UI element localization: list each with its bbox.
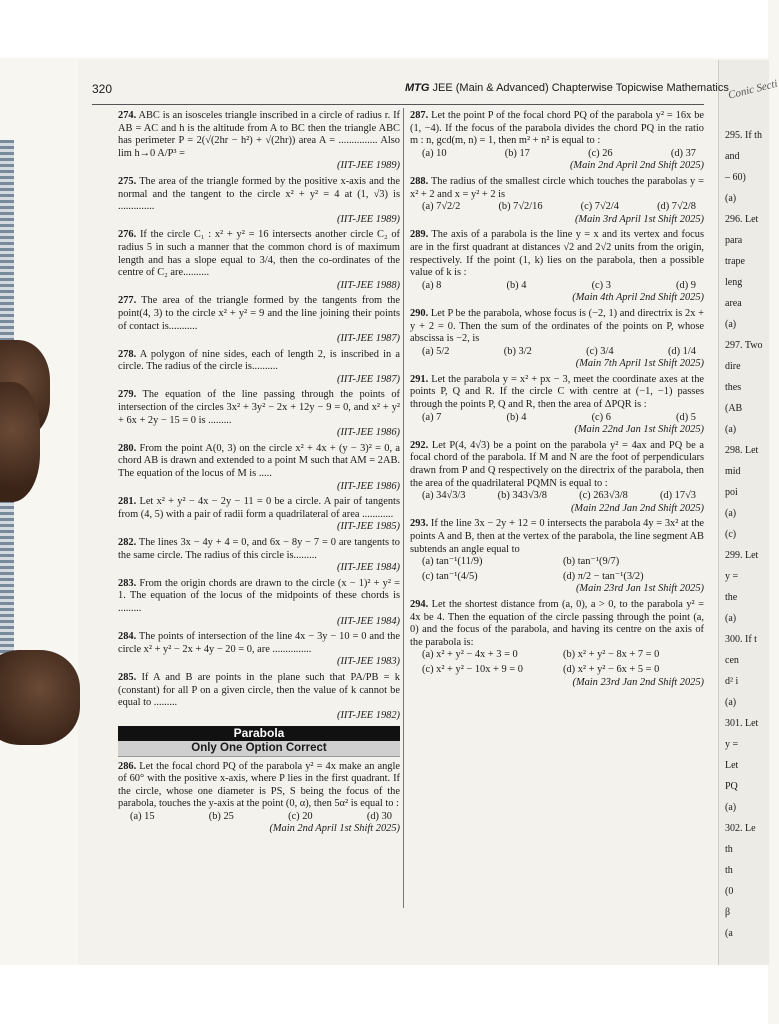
option-a: (a) 15 xyxy=(130,810,155,822)
question-item xyxy=(410,308,704,371)
question-text: Let x² + y² − 4x − 2y − 11 = 0 be a circle. A pair of tangents from (4, 5) with a pair of radii form a quadrilateral of area ............ xyxy=(118,496,400,520)
question-number: 282. xyxy=(118,537,137,548)
book-title-text: JEE (Main & Advanced) Chapterwise Topicwise Mathematics xyxy=(432,82,729,94)
question-item xyxy=(118,389,400,439)
question-item xyxy=(410,440,704,516)
question-options xyxy=(410,490,704,503)
option-b: (b) 17 xyxy=(504,147,530,159)
question-text: From the origin chords are drawn to the circle (x − 1)² + y² = 1. The equation of the locus of the midpoints of these chords is ......... xyxy=(118,577,400,614)
question-number: 290. xyxy=(410,307,429,319)
question-number: 279. xyxy=(118,389,137,401)
question-number: 284. xyxy=(118,631,137,643)
question-number: 275. xyxy=(118,175,137,187)
option-b: (b) 25 xyxy=(208,810,234,822)
question-text: ABC is an isosceles triangle inscribed in a circle of radius r. If AB = AC and h is the altitude from A to BC then the triangle ABC has perimeter P = 2(√(2hr − h²) + √(2hr)) area A = ............... Also lim h→0 A/P³ = xyxy=(118,110,400,159)
option-b: (b) 3/2 xyxy=(503,345,532,357)
question-item xyxy=(410,599,704,689)
facing-page-line: (a xyxy=(725,928,733,939)
option-c: (c) 26 xyxy=(588,147,613,159)
question-options xyxy=(410,412,704,425)
question-item xyxy=(118,110,400,173)
question-number: 286. xyxy=(118,760,137,772)
facing-page-line: y = xyxy=(725,739,739,750)
facing-page-line: 299. Let xyxy=(725,550,759,561)
question-source: (IIT-JEE 1989) xyxy=(337,213,400,225)
question-source: (IIT-JEE 1988) xyxy=(337,279,400,291)
page-number: 320 xyxy=(92,82,113,96)
option-c: (c) tan⁻¹(4/5) xyxy=(422,570,478,582)
option-d: (d) π/2 − tan⁻¹(3/2) xyxy=(563,570,644,582)
facing-page-line: y = xyxy=(725,571,739,582)
question-text: The equation of the line passing through the points of intersection of the circles 3x² + 3y² − 2x + 12y − 9 = 0, and x² + y² + 6x + 2y − 15 = 0 is ......... xyxy=(118,389,400,426)
question-286 xyxy=(118,761,400,837)
book-title xyxy=(405,82,729,94)
option-d: (d) 30 xyxy=(366,810,392,822)
option-b: (b) x² + y² − 8x + 7 = 0 xyxy=(563,649,660,661)
question-item xyxy=(118,537,400,575)
question-number: 291. xyxy=(410,373,429,385)
question-text: The points of intersection of the line 4x − 3y − 10 = 0 and the circle x² + y² − 2x + 4y − 20 = 0, are ............... xyxy=(118,631,400,655)
option-a: (a) 8 xyxy=(422,279,442,291)
question-source: (Main 22nd Jan 1st Shift 2025) xyxy=(574,424,704,436)
question-options xyxy=(410,649,704,676)
facing-page-line: area xyxy=(725,298,742,309)
question-source: (IIT-JEE 1982) xyxy=(337,709,400,721)
question-source: (IIT-JEE 1984) xyxy=(337,562,400,574)
question-text: Let the point P of the focal chord PQ of the parabola y² = 16x be (1, −4). If the focus of the parabola divides the chord PQ in the ratio m : n, gcd(m, n) = 1, then m² + n² is equal to : xyxy=(410,110,704,147)
question-number: 277. xyxy=(118,295,137,307)
photo-background-top xyxy=(0,0,768,58)
option-c: (c) 7√2/4 xyxy=(580,201,619,213)
facing-page-line: – 60) xyxy=(725,172,746,183)
option-c: (c) 263√3/8 xyxy=(579,490,628,502)
question-text: The area of the triangle formed by the positive x-axis and the normal and the tangent to the circle x² + y² = 4 at (1, √3) is .............. xyxy=(118,175,400,213)
option-d: (d) 5 xyxy=(676,411,696,423)
facing-page-line: 296. Let xyxy=(725,214,759,225)
question-text: From the point A(0, 3) on the circle x² + 4x + (y − 3)² = 0, a chord AB is drawn and extended to a point M such that AM = 2AB. The equation of the locus of M is ..... xyxy=(118,442,400,480)
question-options xyxy=(410,556,704,583)
question-item xyxy=(118,496,400,534)
option-b: (b) 7√2/16 xyxy=(498,201,543,213)
facing-page-line: d² i xyxy=(725,676,739,687)
facing-page-line: thes xyxy=(725,382,742,393)
question-options xyxy=(118,811,400,824)
option-d: (d) 37 xyxy=(670,147,696,159)
photo-background-bottom xyxy=(0,965,768,1024)
question-item xyxy=(118,176,400,226)
question-number: 294. xyxy=(410,598,429,610)
facing-page-line: (a) xyxy=(725,697,737,708)
question-text: Let the parabola y = x² + px − 3, meet the coordinate axes at the points P, Q and R. If the circle C with centre at (−1, −1) passes through the points P, Q and R, then the area of ΔPQR is : xyxy=(410,373,704,411)
option-b: (b) 4 xyxy=(506,411,527,423)
question-source: (Main 3rd April 1st Shift 2025) xyxy=(574,213,704,225)
option-d: (d) 9 xyxy=(676,279,696,291)
thumb xyxy=(0,650,80,745)
question-source: (Main 4th April 2nd Shift 2025) xyxy=(572,292,704,304)
facing-page xyxy=(718,60,779,965)
facing-page-line: 298. Let xyxy=(725,445,759,456)
option-a: (a) x² + y² − 4x + 3 = 0 xyxy=(422,649,518,661)
question-item xyxy=(410,518,704,596)
question-source: (Main 22nd Jan 2nd Shift 2025) xyxy=(570,502,704,514)
option-a: (a) tan⁻¹(11/9) xyxy=(422,556,483,568)
facing-page-line: (a) xyxy=(725,424,737,435)
facing-page-line: (a) xyxy=(725,802,737,813)
option-c: (c) x² + y² − 10x + 9 = 0 xyxy=(422,663,523,675)
question-text: If the line 3x − 2y + 12 = 0 intersects the parabola 4y = 3x² at the points A and B, then at the vertex of the parabola, the line segment AB subtends an angle equal to xyxy=(410,518,704,555)
option-d: (d) 17√3 xyxy=(659,490,696,502)
facing-page-line: 301. Let xyxy=(725,718,759,729)
question-text: The radius of the smallest circle which touches the parabolas y = x² + 2 and x = y² + 2 is xyxy=(410,175,704,200)
column-divider xyxy=(403,108,404,908)
question-source: (IIT-JEE 1986) xyxy=(337,480,400,492)
facing-page-line: β xyxy=(725,907,731,918)
question-text: Let P(4, 4√3) be a point on the parabola y² = 4ax and PQ be a focal chord of the parabola. If M and N are the foot of perpendiculars drawn from P and Q respectively on the directrix of the parabola, then the area of the quadrilateral PQMN is equal to : xyxy=(410,439,704,489)
right-column xyxy=(410,110,704,692)
question-text: Let the focal chord PQ of the parabola y² = 4x make an angle of 60° with the positive x-axis, where P lies in the first quadrant. If the circle, whose one diameter is PS, S being the focus of the parabola, touches the y-axis at the point (0, α), then 5α² is equal to : xyxy=(118,760,400,810)
question-source: (Main 2nd April 2nd Shift 2025) xyxy=(569,160,704,172)
option-c: (c) 3/4 xyxy=(586,345,614,357)
facing-page-line: (AB xyxy=(725,403,743,414)
question-number: 278. xyxy=(118,348,137,360)
question-source: (Main 2nd April 1st Shift 2025) xyxy=(269,823,400,835)
question-number: 281. xyxy=(118,496,137,508)
option-c: (c) 6 xyxy=(591,411,611,423)
facing-page-line: (c) xyxy=(725,529,737,540)
facing-page-line: dire xyxy=(725,361,741,372)
facing-page-line: mid xyxy=(725,466,741,477)
question-text: If the circle C₁ : x² + y² = 16 intersects another circle C₂ of radius 5 in such a manner that the common chord is of maximum length and has a slope equal to 3/4, then the co-ordinates of the centre of C₂ are.......... xyxy=(118,229,400,279)
question-item xyxy=(118,631,400,669)
right-question-list xyxy=(410,110,704,689)
option-c: (c) 20 xyxy=(288,810,313,822)
question-text: The area of the triangle formed by the tangents from the point(4, 3) to the circle x² + y² = 9 and the line joining their points of contact is........... xyxy=(118,295,400,332)
question-item xyxy=(118,295,400,345)
section-subtitle: Only One Option Correct xyxy=(118,741,400,757)
question-item xyxy=(410,374,704,437)
thumb xyxy=(0,382,40,502)
brand-logo: MTG xyxy=(405,82,430,94)
facing-page-line: leng xyxy=(725,277,743,288)
question-options xyxy=(410,346,704,359)
question-number: 287. xyxy=(410,110,429,121)
question-source: (IIT-JEE 1987) xyxy=(337,373,400,385)
facing-page-line: Let xyxy=(725,760,739,771)
facing-page-line: PQ xyxy=(725,781,738,792)
question-item xyxy=(118,578,400,628)
question-item xyxy=(118,443,400,493)
option-a: (a) 7√2/2 xyxy=(422,201,461,213)
question-number: 280. xyxy=(118,442,137,454)
facing-page-line: cen xyxy=(725,655,739,666)
question-item xyxy=(118,229,400,292)
facing-page-line: th xyxy=(725,865,733,876)
question-source: (IIT-JEE 1985) xyxy=(337,521,400,533)
facing-page-line: 295. If th xyxy=(725,130,762,141)
facing-page-line: (a) xyxy=(725,319,737,330)
question-number: 292. xyxy=(410,439,429,451)
facing-page-line: trape xyxy=(725,256,745,267)
option-a: (a) 10 xyxy=(422,147,447,159)
question-source: (IIT-JEE 1987) xyxy=(337,333,400,345)
question-number: 288. xyxy=(410,175,429,187)
question-options xyxy=(410,280,704,293)
question-item xyxy=(410,110,704,173)
question-text: A polygon of nine sides, each of length 2, is inscribed in a circle. The radius of the circle is.......... xyxy=(118,348,400,373)
option-b: (b) tan⁻¹(9/7) xyxy=(563,556,620,568)
question-item xyxy=(410,229,704,305)
question-source: (IIT-JEE 1984) xyxy=(337,615,400,627)
question-number: 274. xyxy=(118,110,137,121)
facing-page-line: poi xyxy=(725,487,738,498)
question-text: If A and B are points in the plane such that PA/PB = k (constant) for all P on a given circle, then the value of k cannot be equal to ......... xyxy=(118,671,400,709)
left-column xyxy=(118,110,400,839)
option-d: (d) x² + y² − 6x + 5 = 0 xyxy=(563,663,660,675)
question-item xyxy=(118,672,400,722)
facing-page-line: para xyxy=(725,235,743,246)
header-rule xyxy=(92,104,704,105)
question-item xyxy=(410,176,704,226)
option-c: (c) 3 xyxy=(591,279,611,291)
question-text: The axis of a parabola is the line y = x and its vertex and focus are in the first quadrant at distances √2 and 2√2 units from the origin, respectively. If the point (1, k) lies on the parabola, then a possible value of k is : xyxy=(410,229,704,279)
facing-page-line: th xyxy=(725,844,733,855)
facing-page-title: Conic Secti xyxy=(727,77,779,102)
option-d: (d) 7√2/8 xyxy=(657,201,696,213)
option-b: (b) 4 xyxy=(506,279,527,291)
question-options xyxy=(410,148,704,161)
facing-page-line: (a) xyxy=(725,508,737,519)
question-source: (IIT-JEE 1989) xyxy=(337,160,400,172)
facing-page-line: (a) xyxy=(725,193,737,204)
question-item xyxy=(118,349,400,387)
question-number: 289. xyxy=(410,229,429,241)
question-options xyxy=(410,201,704,214)
question-number: 293. xyxy=(410,518,429,530)
question-number: 276. xyxy=(118,229,137,241)
option-b: (b) 343√3/8 xyxy=(497,490,547,502)
facing-page-line: 300. If t xyxy=(725,634,757,645)
page-header xyxy=(92,80,729,102)
facing-page-line: 297. Two xyxy=(725,340,763,351)
question-source: (Main 23rd Jan 2nd Shift 2025) xyxy=(572,676,704,688)
facing-page-line: and xyxy=(725,151,740,162)
left-question-list xyxy=(118,110,400,722)
section-title: Parabola xyxy=(118,726,400,741)
facing-page-line: (a) xyxy=(725,613,737,624)
question-source: (Main 23rd Jan 1st Shift 2025) xyxy=(575,583,704,595)
question-source: (Main 7th April 1st Shift 2025) xyxy=(575,358,704,370)
facing-page-line: 302. Le xyxy=(725,823,756,834)
question-text: Let the shortest distance from (a, 0), a > 0, to the parabola y² = 4x be 4. Then the equation of the circle passing through the point (a, 0) and the focus of the parabola, and having its centre on the axis of the parabola is: xyxy=(410,598,704,648)
question-number: 283. xyxy=(118,577,137,589)
option-a: (a) 7 xyxy=(422,411,442,423)
facing-page-line: (0 xyxy=(725,886,734,897)
option-d: (d) 1/4 xyxy=(667,345,696,357)
question-text: Let P be the parabola, whose focus is (−2, 1) and directrix is 2x + y + 2 = 0. Then the sum of the ordinates of the points on P, whose abscissa is −2, is xyxy=(410,307,705,345)
question-source: (IIT-JEE 1986) xyxy=(337,427,400,439)
question-number: 285. xyxy=(118,671,137,683)
facing-page-line: the xyxy=(725,592,738,603)
option-a: (a) 34√3/3 xyxy=(422,490,466,502)
question-source: (IIT-JEE 1983) xyxy=(337,656,400,668)
question-text: The lines 3x − 4y + 4 = 0, and 6x − 8y − 7 = 0 are tangents to the same circle. The radius of this circle is......... xyxy=(118,537,400,561)
option-a: (a) 5/2 xyxy=(422,345,450,357)
